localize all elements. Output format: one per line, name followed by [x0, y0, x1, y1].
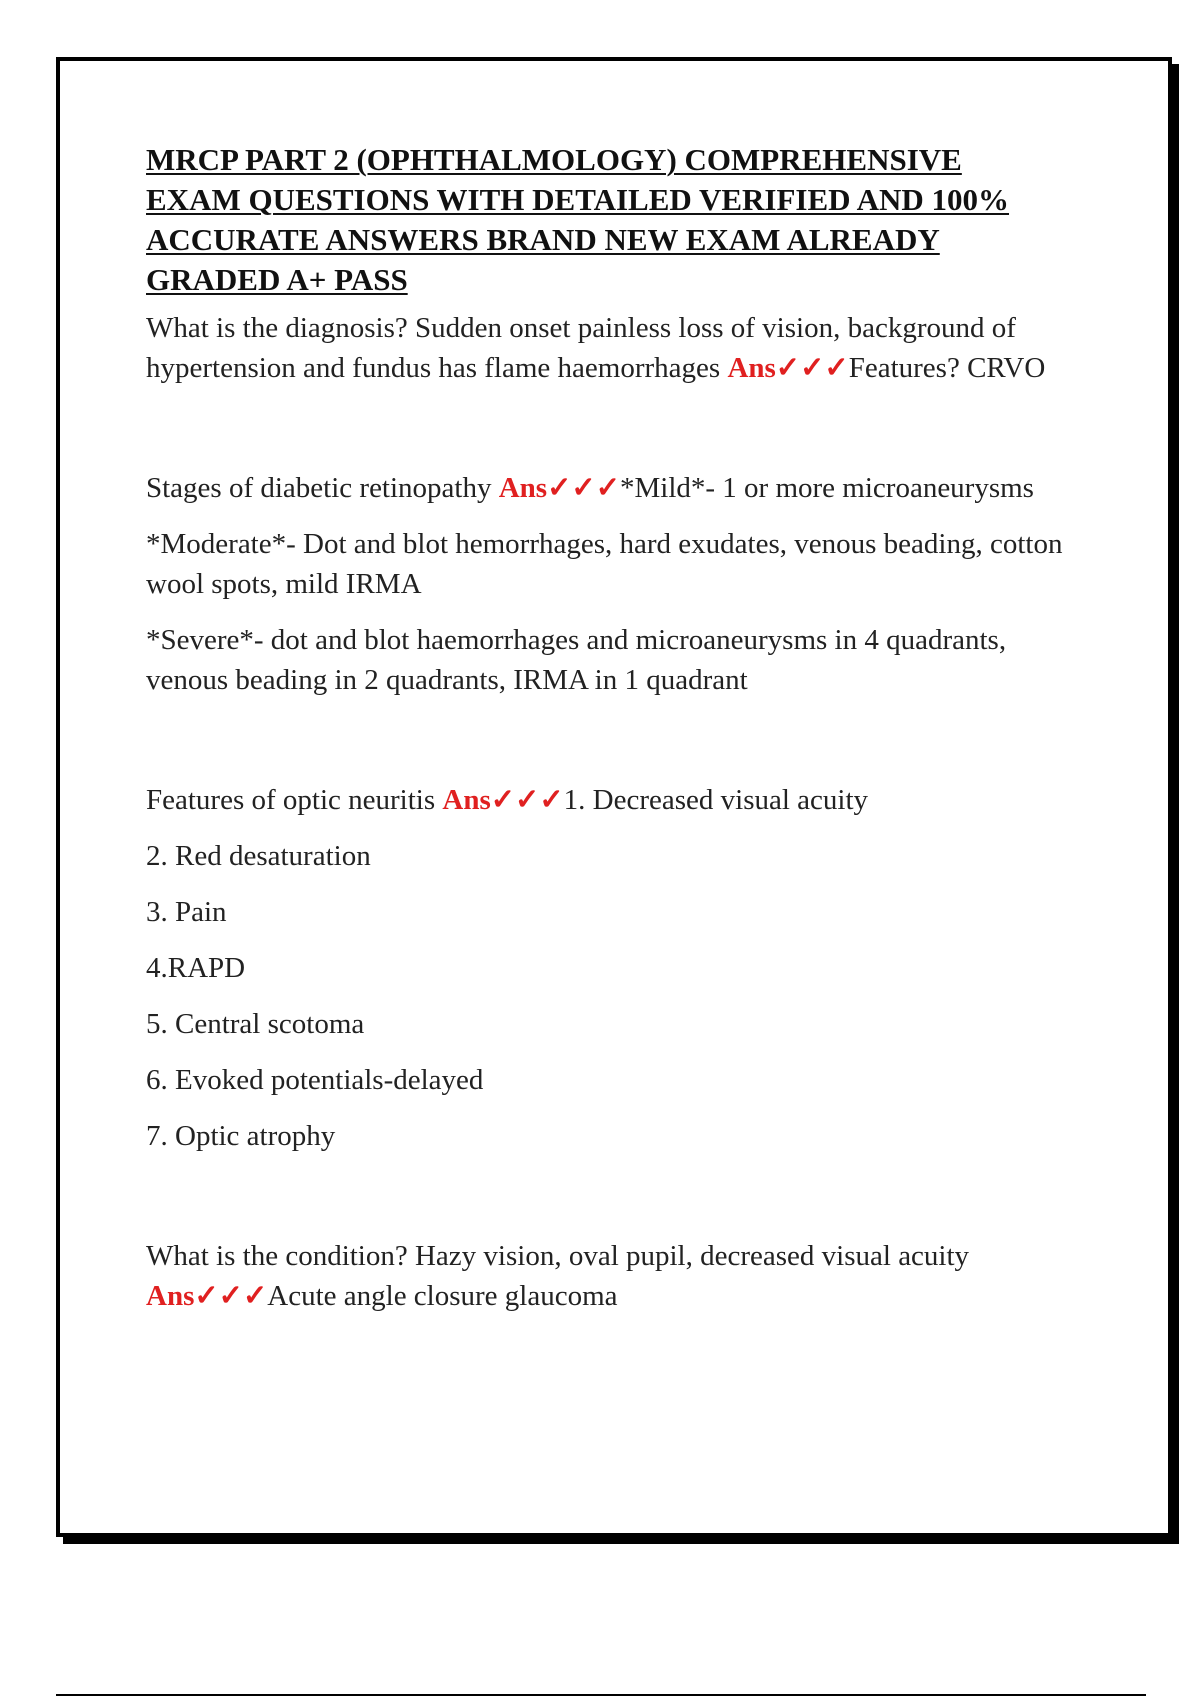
list-item: 3. Pain: [146, 896, 227, 928]
check-marks-icon: ✓✓✓: [490, 784, 564, 816]
answer-3-text: 1. Decreased visual acuity: [563, 784, 869, 816]
list-item: 2. Red desaturation: [146, 840, 371, 872]
question-4-text: What is the condition? Hazy vision, oval pupil, decreased visual acuity: [146, 1240, 970, 1272]
answer-label: Ans: [146, 1280, 195, 1312]
question-1: [146, 308, 1086, 388]
check-marks-icon: ✓✓✓: [194, 1280, 268, 1312]
list-item: 4.RAPD: [146, 952, 246, 984]
answer-label: Ans: [442, 784, 491, 816]
question-2-text: Stages of diabetic retinopathy: [146, 472, 499, 504]
answer-2-severe: *Severe*- dot and blot haemorrhages and microaneurysms in 4 quadrants, venous beading in 2 quadrants, IRMA in 1 quadrant: [146, 624, 1007, 696]
question-3-text: Features of optic neuritis: [146, 784, 443, 816]
title-line: GRADED A+ PASS: [146, 262, 408, 297]
check-marks-icon: ✓✓✓: [547, 472, 620, 504]
answer-4-text: Acute angle closure glaucoma: [267, 1280, 618, 1312]
answer-label: Ans: [727, 352, 776, 384]
title-line: MRCP PART 2 (OPHTHALMOLOGY) COMPREHENSIVE: [146, 142, 962, 177]
answer-1-text: Features? CRVO: [848, 352, 1046, 384]
question-3: [146, 780, 1086, 820]
title-line: ACCURATE ANSWERS BRAND NEW EXAM ALREADY: [146, 222, 940, 257]
question-4: [146, 1236, 1086, 1316]
document-content: [146, 140, 1086, 1316]
footer-rule: [56, 1694, 1146, 1696]
title-line: EXAM QUESTIONS WITH DETAILED VERIFIED AND 100%: [146, 182, 1010, 217]
answer-2-text: *Mild*- 1 or more microaneurysms: [620, 472, 1034, 504]
document-title: [146, 140, 1086, 300]
check-marks-icon: ✓✓✓: [775, 352, 849, 384]
answer-label: Ans: [498, 472, 548, 504]
answer-marker: [146, 1280, 267, 1312]
list-item: 5. Central scotoma: [146, 1008, 365, 1040]
answer-marker: [727, 352, 848, 384]
question-2: [146, 468, 1086, 508]
question-1-text: What is the diagnosis? Sudden onset painless loss of vision, background of hypertension and fundus has flame haemorrhages: [146, 312, 1016, 384]
answer-marker: [442, 784, 563, 816]
answer-marker: [499, 472, 620, 504]
list-item: 6. Evoked potentials-delayed: [146, 1064, 484, 1096]
answer-2-moderate: *Moderate*- Dot and blot hemorrhages, hard exudates, venous beading, cotton wool spots, mild IRMA: [146, 528, 1063, 600]
list-item: 7. Optic atrophy: [146, 1120, 336, 1152]
